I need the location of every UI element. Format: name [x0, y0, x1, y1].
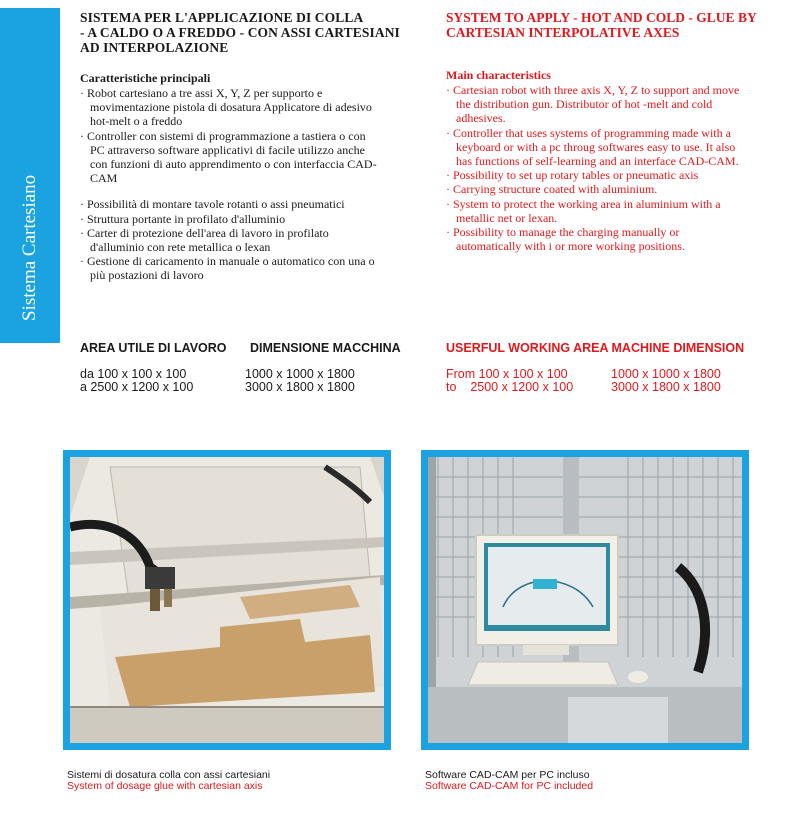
caption-right-it: Software CAD-CAM per PC incluso — [425, 769, 590, 781]
caption-left-it: Sistemi di dosatura colla con assi cartesiani — [67, 769, 271, 781]
english-title — [446, 10, 786, 40]
english-list — [446, 83, 746, 253]
english-title-line-2: CARTESIAN INTERPOLATIVE AXES — [446, 25, 680, 40]
cad-cam-pc-illustration — [428, 457, 742, 743]
english-item: · Carrying structure coated with aluminium. — [446, 182, 746, 196]
italian-item: · Controller con sistemi di programmazione a tastiera o con PC attraverso software applicativi di facile utilizzo anche con funzioni di auto apprendimento o con interfaccia CAD-CAM — [80, 129, 380, 186]
italian-title-line-3: AD INTERPOLAZIONE — [80, 40, 229, 55]
english-item: · Possibility to set up rotary tables or pneumatic axis — [446, 168, 746, 182]
photo-cad-cam-pc — [421, 450, 749, 750]
glue-robot-illustration — [70, 457, 384, 743]
italian-item: · Struttura portante in profilato d'alluminio — [80, 212, 380, 226]
italian-list-group-1 — [80, 86, 380, 185]
english-spec-area-2: to 2500 x 1200 x 100 — [446, 380, 574, 394]
italian-list-group-2 — [80, 197, 380, 282]
english-subtitle: Main characteristics — [446, 68, 551, 82]
side-tab-label: Sistema Cartesiano — [19, 174, 40, 321]
english-item: · Controller that uses systems of programming made with a keyboard or with a pc throug softwares easy to use. It also has functions of self-learning and an interface CAD-CAM. — [446, 126, 746, 169]
italian-spec-head-machine: DIMENSIONE MACCHINA — [250, 341, 401, 355]
english-item: · Cartesian robot with three axis X, Y, Z to support and move the distribution gun. Distributor of hot -melt and cold adhesives. — [446, 83, 746, 126]
italian-item: · Possibilità di montare tavole rotanti o assi pneumatici — [80, 197, 380, 211]
italian-subtitle: Caratteristiche principali — [80, 71, 211, 85]
english-title-line-1: SYSTEM TO APPLY - HOT AND COLD - GLUE BY — [446, 10, 757, 25]
italian-item: · Robot cartesiano a tre assi X, Y, Z per supporto e movimentazione pistola di dosatura Applicatore di adesivo hot-melt o a freddo — [80, 86, 380, 129]
english-spec-area-1: From 100 x 100 x 100 — [446, 367, 568, 381]
side-tab — [0, 8, 60, 343]
english-item: · Possibility to manage the charging manually or automatically with i or more working positions. — [446, 225, 746, 253]
caption-left-en: System of dosage glue with cartesian axis — [67, 780, 263, 792]
english-spec-head: USERFUL WORKING AREA MACHINE DIMENSION — [446, 341, 745, 355]
italian-spec-area-1: da 100 x 100 x 100 — [80, 367, 187, 381]
italian-item: · Carter di protezione dell'area di lavoro in profilato d'alluminio con rete metallica o lexan — [80, 226, 380, 254]
italian-spec-machine-1: 1000 x 1000 x 1800 — [245, 367, 355, 381]
english-spec-machine-1: 1000 x 1000 x 1800 — [611, 367, 721, 381]
italian-title-line-1: SISTEMA PER L'APPLICAZIONE DI COLLA — [80, 10, 364, 25]
english-item: · System to protect the working area in aluminium with a metallic net or lexan. — [446, 197, 746, 225]
italian-characteristics — [80, 71, 380, 283]
italian-spec-head-area: AREA UTILE DI LAVORO — [80, 341, 227, 355]
italian-title — [80, 10, 420, 55]
english-characteristics — [446, 68, 746, 253]
italian-title-line-2: - A CALDO O A FREDDO - CON ASSI CARTESIANI — [80, 25, 400, 40]
caption-right-en: Software CAD-CAM for PC included — [425, 780, 594, 792]
caption-left — [67, 770, 270, 792]
english-spec-machine-2: 3000 x 1800 x 1800 — [611, 380, 721, 394]
italian-item: · Gestione di caricamento in manuale o automatico con una o più postazioni di lavoro — [80, 254, 380, 282]
photo-glue-robot — [63, 450, 391, 750]
italian-spec-machine-2: 3000 x 1800 x 1800 — [245, 380, 355, 394]
italian-spec-area-2: a 2500 x 1200 x 100 — [80, 380, 194, 394]
caption-right — [425, 770, 593, 792]
